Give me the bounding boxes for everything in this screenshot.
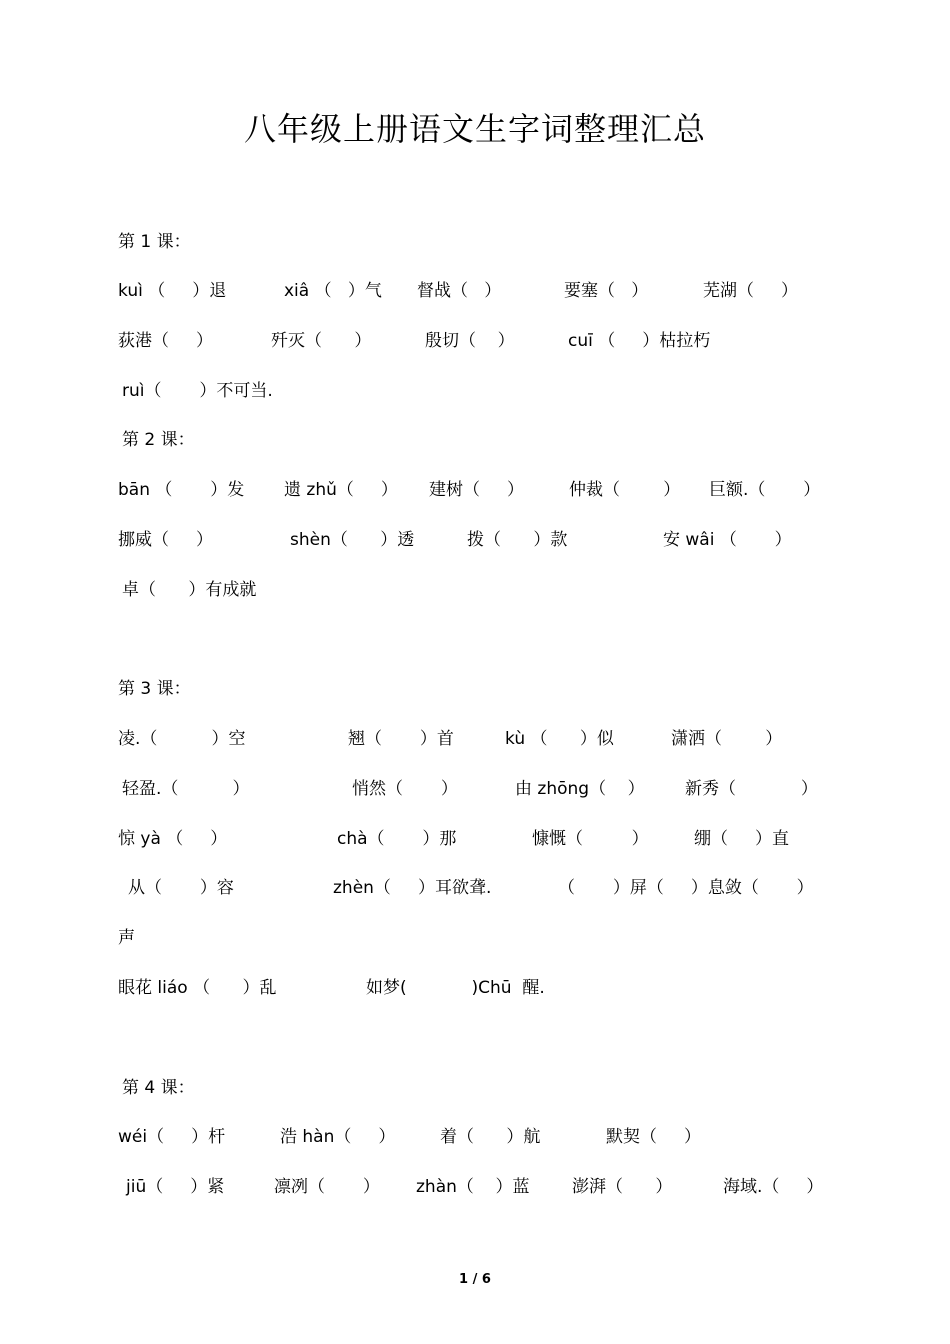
vocab-item: 殷切（ ）	[425, 331, 515, 351]
vocab-row	[0, 277, 950, 305]
vocab-item: 凌.（ ）空	[118, 729, 246, 749]
vocab-row	[0, 725, 950, 753]
vocab-item: 督战（ ）	[417, 281, 502, 301]
vocab-item: 要塞（ ）	[564, 281, 649, 301]
vocab-row	[0, 1173, 950, 1201]
vocab-item: 芜湖（ ）	[703, 281, 799, 301]
vocab-item: 翘（ ）首	[348, 729, 454, 749]
vocab-row	[0, 476, 950, 504]
vocab-item: 荻港（ ）	[118, 331, 214, 351]
vocab-row	[0, 526, 950, 554]
vocab-item: bān （ ）发	[118, 480, 245, 500]
vocab-item: 轻盈.（ ）	[122, 779, 250, 799]
vocab-row	[0, 775, 950, 803]
lesson-heading-text: 第 2 课：	[122, 430, 195, 450]
vocab-item: wéi（ ）杆	[118, 1127, 226, 1147]
lesson-heading-text: 第 4 课：	[122, 1078, 195, 1098]
lesson-heading	[0, 675, 950, 703]
vocab-item: 巨额.（ ）	[709, 480, 821, 500]
vocab-item: kuì （ ）退	[118, 281, 227, 301]
vocab-item: 凛冽（ ）	[274, 1177, 380, 1197]
vocab-item: 新秀（ ）	[685, 779, 818, 799]
document-title: 八年级上册语文生字词整理汇总	[243, 110, 706, 148]
page-number: 1 / 6	[459, 1272, 491, 1287]
lesson-heading	[0, 426, 950, 454]
vocab-item: 慷慨（ ）	[532, 829, 649, 849]
vocab-item: jiū（ ）紧	[126, 1177, 225, 1197]
vocab-item: kù （ ）似	[505, 729, 614, 749]
vocab-item: chà（ ）那	[337, 829, 457, 849]
vocab-item: 绷（ ）直	[694, 829, 790, 849]
vocab-item: 歼灭（ ）	[271, 331, 372, 351]
vocab-item: 惊 yà （ ）	[118, 829, 228, 849]
vocab-item: 卓（ ）有成就	[122, 580, 257, 600]
lesson-heading-text: 第 1 课：	[118, 232, 191, 252]
vocab-item: 仲裁（ ）	[569, 480, 681, 500]
vocab-row	[0, 825, 950, 853]
vocab-item: 建树（ ）	[429, 480, 525, 500]
vocab-item: 悄然（ ）	[352, 779, 458, 799]
lesson-heading	[0, 228, 950, 256]
vocab-item: zhèn（ ）耳欲聋.	[333, 878, 492, 898]
vocab-item: ruì（ ）不可当.	[122, 381, 273, 401]
lesson-heading	[0, 1074, 950, 1102]
vocab-item: 海域.（ ）	[723, 1177, 824, 1197]
vocab-item: 默契（ ）	[606, 1127, 702, 1147]
vocab-item: shèn（ ）透	[290, 530, 415, 550]
vocab-item: xiâ （ ）气	[284, 281, 382, 301]
vocab-item: 澎湃（ ）	[572, 1177, 673, 1197]
vocab-item: 着（ ）航	[440, 1127, 541, 1147]
vocab-item: 挪威（ ）	[118, 530, 214, 550]
vocab-row	[0, 327, 950, 355]
vocab-item: 遗 zhǔ（ ）	[284, 480, 398, 500]
vocab-item: 拨（ ）款	[467, 530, 568, 550]
vocab-row	[0, 576, 950, 604]
vocab-item: zhàn（ ）蓝	[416, 1177, 530, 1197]
vocab-item: 眼花 liáo （ ）乱	[118, 978, 277, 998]
vocab-item: 如梦( )Chū 醒.	[366, 978, 545, 998]
vocab-row	[0, 377, 950, 405]
vocab-item: 浩 hàn（ ）	[280, 1127, 396, 1147]
vocab-item: 由 zhōng（ ）	[515, 779, 645, 799]
vocab-item: （ ）屏（ ）息敛（ ）	[558, 878, 814, 898]
vocab-row	[0, 874, 950, 902]
vocab-item: 从（ ）容	[128, 878, 234, 898]
vocab-item: 潇洒（ ）	[671, 729, 783, 749]
vocab-item: 安 wâi （ ）	[663, 530, 792, 550]
vocab-item: cuī （ ）枯拉朽	[568, 331, 711, 351]
vocab-row	[0, 974, 950, 1002]
vocab-item: 声	[118, 928, 135, 948]
vocab-row	[0, 924, 950, 952]
vocab-row	[0, 1123, 950, 1151]
lesson-heading-text: 第 3 课：	[118, 679, 191, 699]
